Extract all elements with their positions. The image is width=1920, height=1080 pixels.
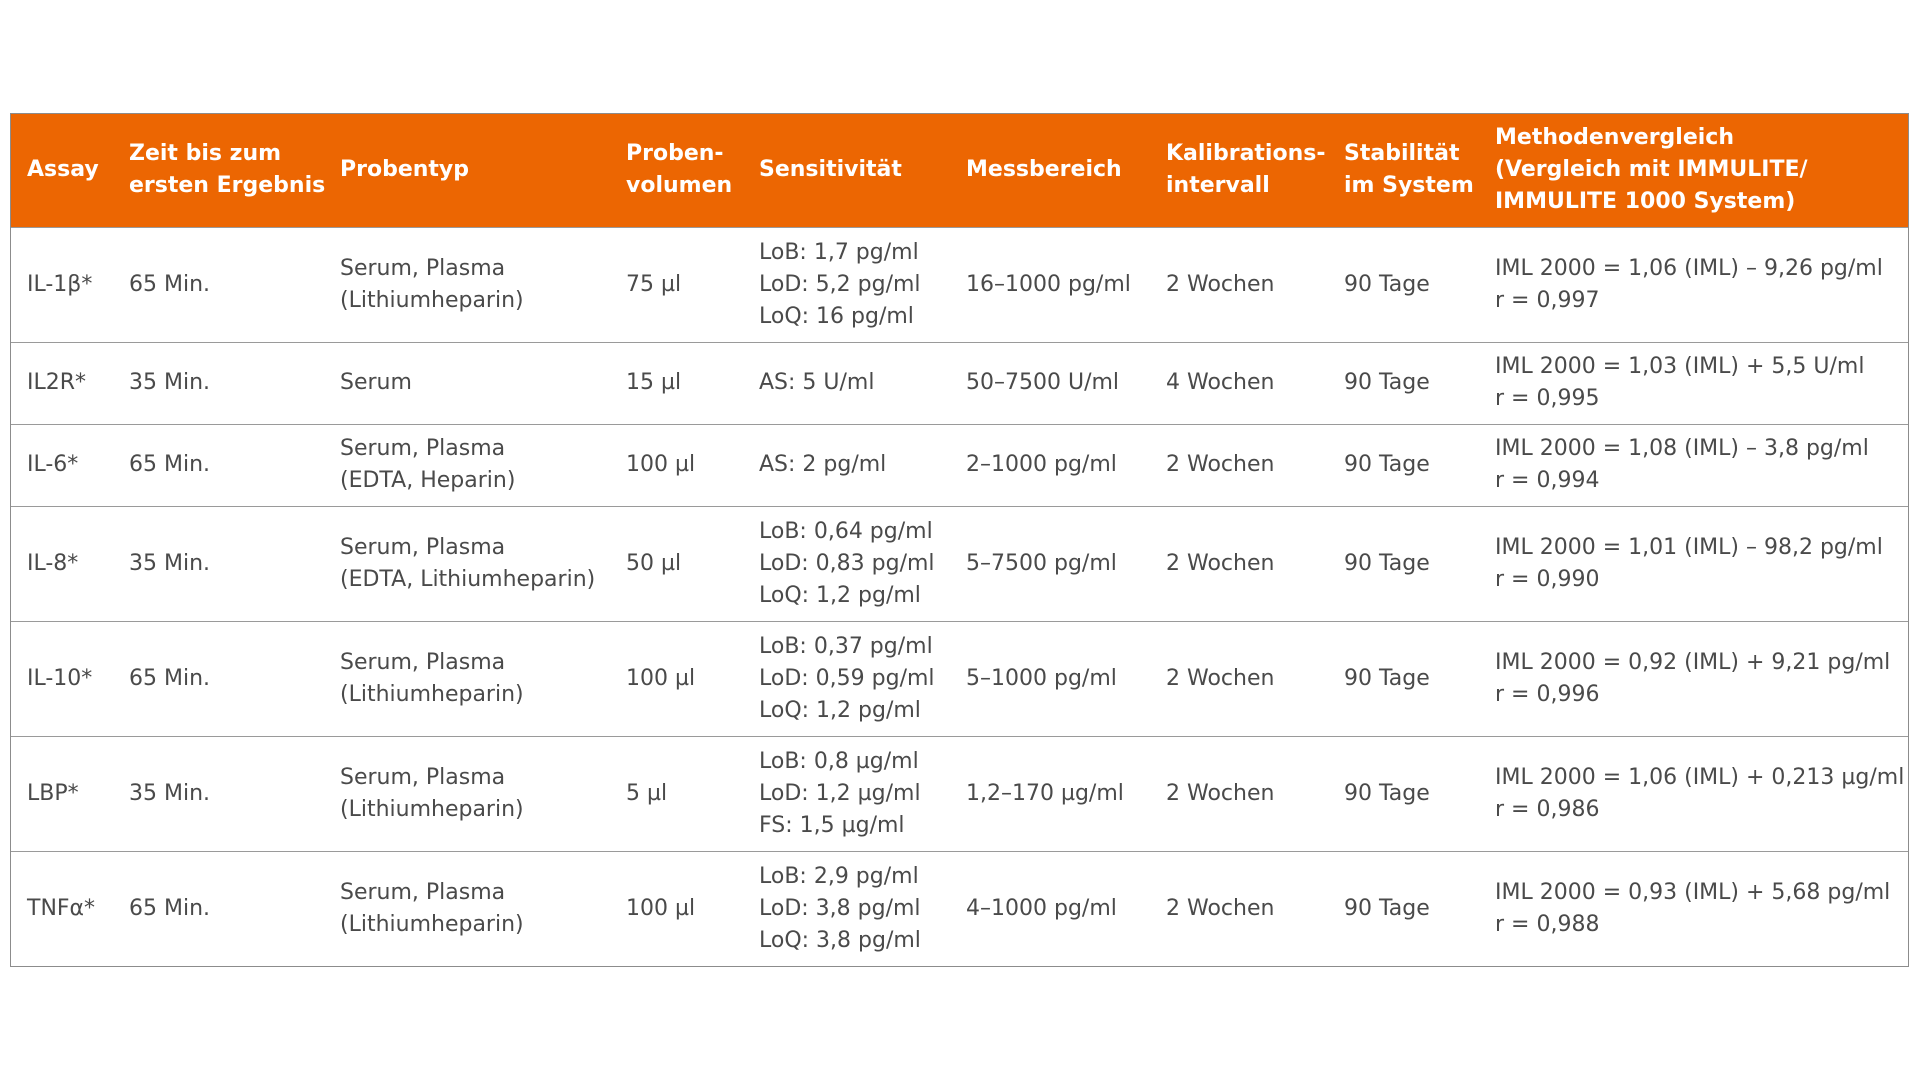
cell-methodenvergleich: IML 2000 = 1,03 (IML) + 5,5 U/ml r = 0,995 <box>1495 354 1865 411</box>
cell-sensitivitaet: LoB: 0,8 µg/ml LoD: 1,2 µg/ml FS: 1,5 µg/ml <box>759 748 921 838</box>
cell-assay: IL-6* <box>27 452 79 477</box>
cell-volumen: 75 µl <box>626 271 682 297</box>
assay-comparison-table <box>11 114 1908 966</box>
cell-volumen: 100 µl <box>626 452 696 477</box>
cell-zeit: 65 Min. <box>129 271 211 297</box>
cell-stabilitaet: 90 Tage <box>1344 370 1430 395</box>
cell-messbereich: 5–1000 pg/ml <box>966 665 1117 691</box>
cell-sensitivitaet: AS: 5 U/ml <box>759 370 875 395</box>
cell-methodenvergleich: IML 2000 = 0,92 (IML) + 9,21 pg/ml r = 0,996 <box>1495 649 1891 707</box>
cell-messbereich: 4–1000 pg/ml <box>966 895 1117 921</box>
header-kalibrationsintervall: Kalibrations- intervall <box>1166 141 1326 199</box>
cell-assay: TNFα* <box>27 895 96 921</box>
cell-assay: IL2R* <box>27 370 87 395</box>
cell-zeit: 65 Min. <box>129 895 211 921</box>
cell-zeit: 65 Min. <box>129 452 211 477</box>
table-header <box>11 114 1908 227</box>
cell-methodenvergleich: IML 2000 = 0,93 (IML) + 5,68 pg/ml r = 0,988 <box>1495 879 1891 937</box>
header-probenvolumen: Proben- volumen <box>626 141 733 199</box>
header-zeit: Zeit bis zum ersten Ergebnis <box>129 141 326 199</box>
cell-kalibration: 2 Wochen <box>1166 271 1275 297</box>
cell-probentyp: Serum, Plasma (Lithiumheparin) <box>340 649 524 707</box>
cell-sensitivitaet: LoB: 1,7 pg/ml LoD: 5,2 pg/ml LoQ: 16 pg/ml <box>759 239 921 329</box>
cell-kalibration: 2 Wochen <box>1166 452 1275 477</box>
cell-volumen: 5 µl <box>626 780 668 806</box>
table-row <box>11 736 1908 851</box>
cell-probentyp: Serum, Plasma (Lithiumheparin) <box>340 879 524 937</box>
cell-messbereich: 16–1000 pg/ml <box>966 271 1131 297</box>
cell-volumen: 50 µl <box>626 550 682 576</box>
cell-zeit: 35 Min. <box>129 550 211 576</box>
table-row <box>11 621 1908 736</box>
cell-assay: IL-8* <box>27 550 79 576</box>
cell-methodenvergleich: IML 2000 = 1,01 (IML) – 98,2 pg/ml r = 0,990 <box>1495 534 1883 592</box>
table-row <box>11 506 1908 621</box>
cell-kalibration: 2 Wochen <box>1166 780 1275 806</box>
cell-stabilitaet: 90 Tage <box>1344 452 1430 477</box>
header-messbereich: Messbereich <box>966 157 1122 183</box>
cell-messbereich: 1,2–170 µg/ml <box>966 780 1124 806</box>
table-row <box>11 851 1908 966</box>
cell-sensitivitaet: AS: 2 pg/ml <box>759 452 887 477</box>
header-probentyp: Probentyp <box>340 157 470 183</box>
cell-zeit: 35 Min. <box>129 780 211 806</box>
cell-stabilitaet: 90 Tage <box>1344 780 1430 806</box>
table-row <box>11 424 1908 506</box>
cell-messbereich: 50–7500 U/ml <box>966 370 1120 395</box>
cell-probentyp: Serum, Plasma (Lithiumheparin) <box>340 255 524 313</box>
cell-kalibration: 2 Wochen <box>1166 665 1275 691</box>
cell-zeit: 35 Min. <box>129 370 211 395</box>
cell-probentyp: Serum, Plasma (Lithiumheparin) <box>340 764 524 822</box>
cell-assay: IL-1β* <box>27 271 93 297</box>
table-body <box>11 227 1908 966</box>
table-row <box>11 342 1908 424</box>
cell-stabilitaet: 90 Tage <box>1344 550 1430 576</box>
cell-assay: LBP* <box>27 780 79 806</box>
cell-assay: IL-10* <box>27 665 93 691</box>
cell-volumen: 100 µl <box>626 665 696 691</box>
cell-probentyp: Serum, Plasma (EDTA, Heparin) <box>340 436 516 493</box>
header-row <box>11 114 1908 227</box>
cell-methodenvergleich: IML 2000 = 1,06 (IML) – 9,26 pg/ml r = 0,997 <box>1495 255 1883 313</box>
cell-messbereich: 5–7500 pg/ml <box>966 550 1117 576</box>
table-row <box>11 227 1908 342</box>
assay-table <box>10 113 1909 967</box>
cell-messbereich: 2–1000 pg/ml <box>966 452 1117 477</box>
cell-kalibration: 4 Wochen <box>1166 370 1275 395</box>
cell-zeit: 65 Min. <box>129 665 211 691</box>
header-assay: Assay <box>27 157 99 183</box>
cell-volumen: 15 µl <box>626 370 682 395</box>
cell-volumen: 100 µl <box>626 895 696 921</box>
cell-methodenvergleich: IML 2000 = 1,06 (IML) + 0,213 µg/ml r = 0,986 <box>1495 764 1905 822</box>
cell-stabilitaet: 90 Tage <box>1344 665 1430 691</box>
header-methodenvergleich: Methodenvergleich (Vergleich mit IMMULITE/ IMMULITE 1000 System) <box>1495 125 1808 215</box>
header-stabilitaet: Stabilität im System <box>1344 141 1474 199</box>
cell-sensitivitaet: LoB: 2,9 pg/ml LoD: 3,8 pg/ml LoQ: 3,8 pg/ml <box>759 863 921 953</box>
cell-sensitivitaet: LoB: 0,64 pg/ml LoD: 0,83 pg/ml LoQ: 1,2 pg/ml <box>759 518 935 608</box>
cell-stabilitaet: 90 Tage <box>1344 895 1430 921</box>
cell-sensitivitaet: LoB: 0,37 pg/ml LoD: 0,59 pg/ml LoQ: 1,2 pg/ml <box>759 633 935 723</box>
cell-methodenvergleich: IML 2000 = 1,08 (IML) – 3,8 pg/ml r = 0,994 <box>1495 436 1869 493</box>
cell-probentyp: Serum, Plasma (EDTA, Lithiumheparin) <box>340 534 596 592</box>
header-sensitivitaet: Sensitivität <box>759 157 902 183</box>
cell-kalibration: 2 Wochen <box>1166 550 1275 576</box>
cell-probentyp: Serum <box>340 370 412 395</box>
cell-kalibration: 2 Wochen <box>1166 895 1275 921</box>
cell-stabilitaet: 90 Tage <box>1344 271 1430 297</box>
